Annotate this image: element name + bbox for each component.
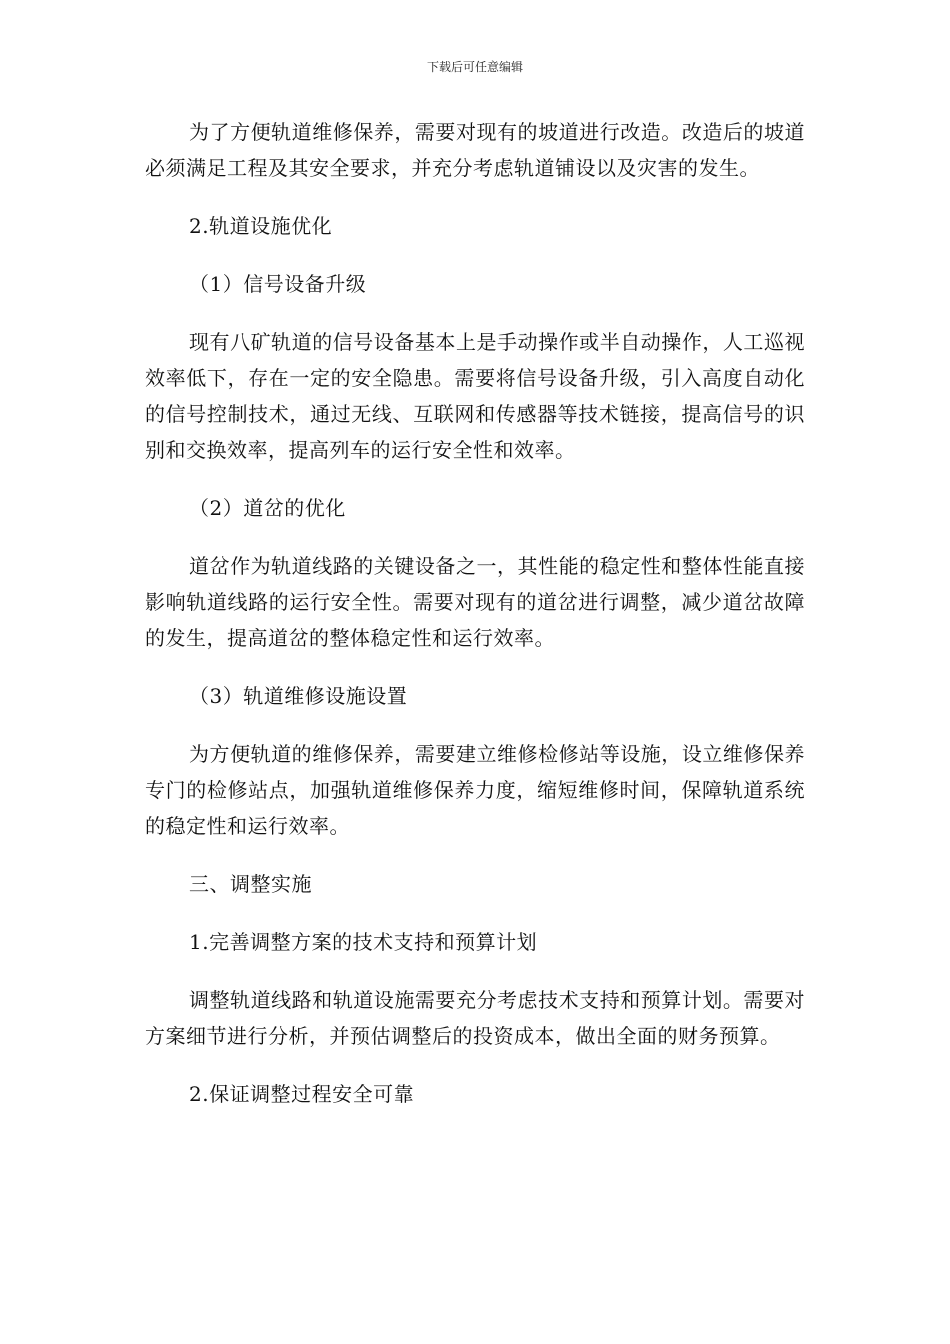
heading-maintenance-facilities: （3）轨道维修设施设置 xyxy=(189,684,408,708)
paragraph-signal-upgrade: 现有八矿轨道的信号设备基本上是手动操作或半自动操作，人工巡视效率低下，存在一定的安全隐患。需要将信号设备升级，引入高度自动化的信号控制技术，通过无线、互联网和传感器等技术链接，提高信号的识别和交换效率，提高列车的运行安全性和效率。 xyxy=(145,330,805,462)
heading-switch-optimization: （2）道岔的优化 xyxy=(189,496,346,520)
paragraph-slope-renovation: 为了方便轨道维修保养，需要对现有的坡道进行改造。改造后的坡道必须满足工程及其安全要求，并充分考虑轨道铺设以及灾害的发生。 xyxy=(145,120,805,180)
heading-adjustment-implementation: 三、调整实施 xyxy=(189,872,312,896)
heading-safety-reliability: 2.保证调整过程安全可靠 xyxy=(189,1082,415,1106)
paragraph-maintenance-facilities: 为方便轨道的维修保养，需要建立维修检修站等设施，设立维修保养专门的检修站点，加强轨道维修保养力度，缩短维修时间，保障轨道系统的稳定性和运行效率。 xyxy=(145,742,805,838)
heading-technical-budget: 1.完善调整方案的技术支持和预算计划 xyxy=(189,930,538,954)
document-body xyxy=(145,114,805,1112)
paragraph-technical-budget: 调整轨道线路和轨道设施需要充分考虑技术支持和预算计划。需要对方案细节进行分析，并预估调整后的投资成本，做出全面的财务预算。 xyxy=(145,988,805,1048)
heading-track-facility-optimization: 2.轨道设施优化 xyxy=(189,214,333,238)
paragraph-switch-optimization: 道岔作为轨道线路的关键设备之一，其性能的稳定性和整体性能直接影响轨道线路的运行安全性。需要对现有的道岔进行调整，减少道岔故障的发生，提高道岔的整体稳定性和运行效率。 xyxy=(145,554,805,650)
header-note: 下载后可任意编辑 xyxy=(426,60,523,74)
heading-signal-upgrade: （1）信号设备升级 xyxy=(189,272,367,296)
